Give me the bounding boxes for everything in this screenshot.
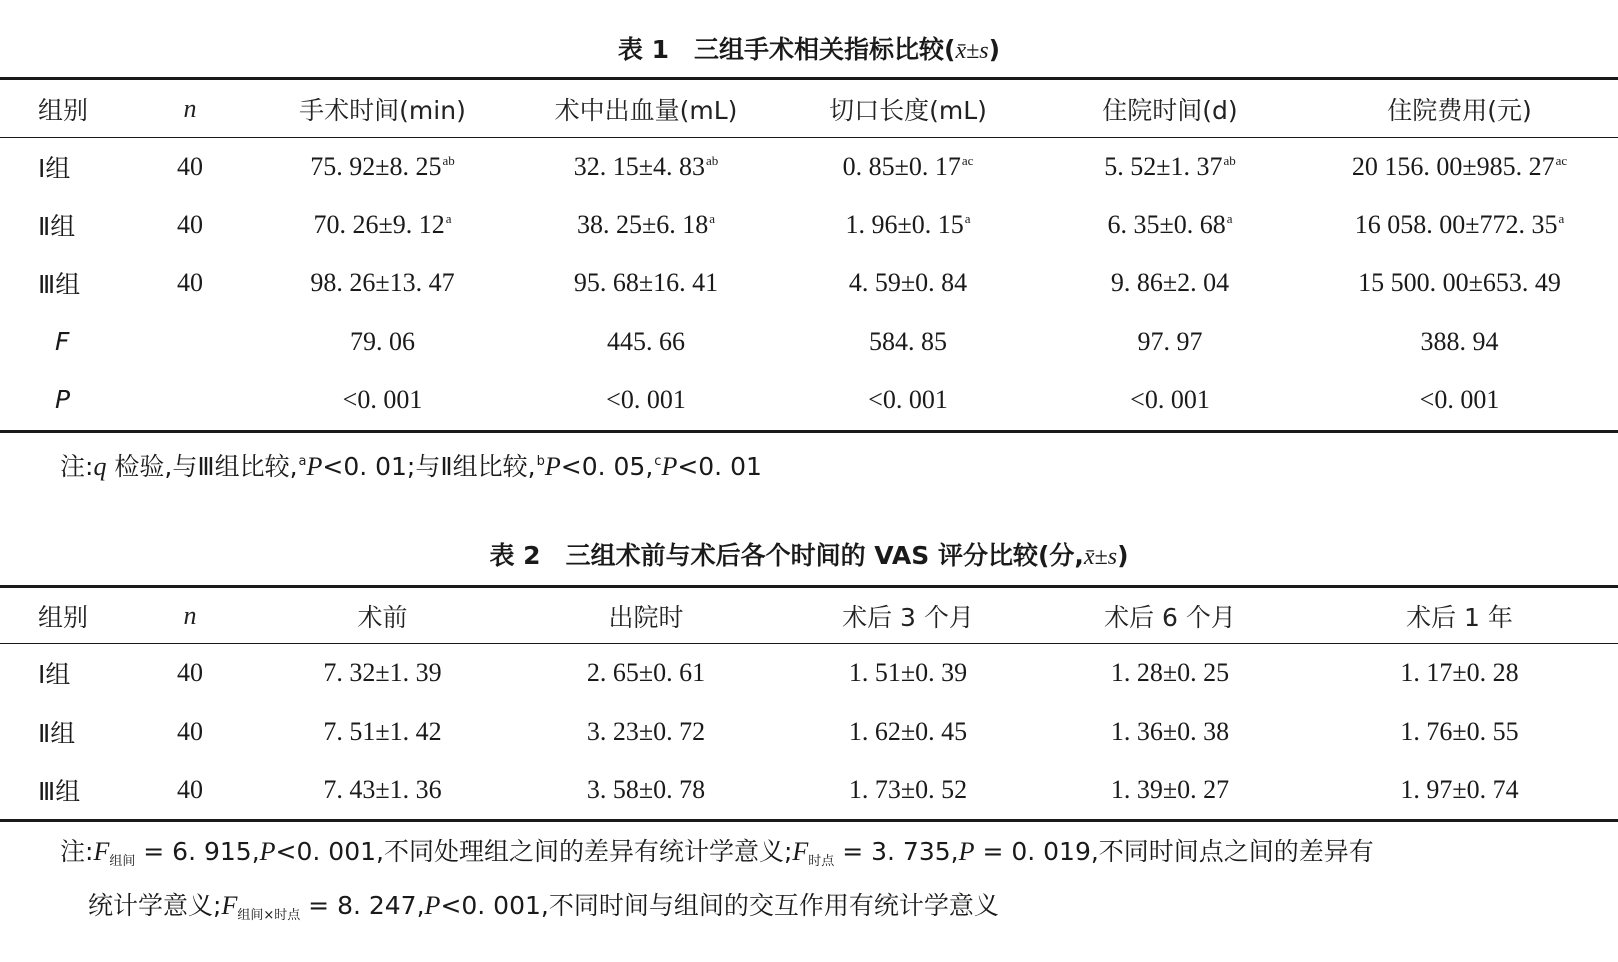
table1-header-blood-loss: 术中出血量(mL) [554, 95, 738, 125]
note-sup: c [654, 454, 662, 469]
note-text: 统计学意义; [88, 891, 222, 920]
note-text: = 3. 735, [834, 837, 959, 866]
stat-value: 97. 97 [1137, 326, 1203, 356]
table2-header-group: 组别 [38, 602, 89, 632]
table2-header-3m: 术后 3 个月 [842, 602, 974, 632]
table2-title-stat: x̄±s [1083, 544, 1118, 570]
empty-cell [130, 371, 250, 428]
table-cell [1301, 196, 1618, 254]
table1-caption [0, 30, 1618, 66]
table1-header-cost: 住院费用(元) [1387, 95, 1532, 125]
group-label: Ⅰ组 [38, 660, 71, 689]
table-cell: 7. 43±1. 36 [323, 775, 442, 804]
table-cell: 1. 36±0. 38 [1110, 717, 1230, 746]
table-cell: 1. 17±0. 28 [1400, 658, 1519, 687]
stat-value: <0. 001 [1419, 384, 1500, 414]
table2-note [60, 830, 1580, 938]
note-p: P [424, 891, 441, 920]
table2-header-n: n [183, 600, 197, 630]
note-sup: a [298, 454, 307, 469]
table1-bottom-rule [0, 430, 1618, 433]
note-text: <0. 05, [560, 452, 654, 481]
cell-superscript: a [709, 211, 716, 226]
table1-header-row [0, 80, 1618, 137]
table-row [0, 196, 1618, 254]
table-cell: 1. 39±0. 27 [1110, 775, 1230, 804]
table-cell: 95. 68±16. 41 [573, 268, 719, 297]
table1-header-incision: 切口长度(mL) [829, 95, 987, 125]
cell-superscript: ab [442, 152, 455, 168]
cell-value: 16 058. 00±772. 35 [1354, 210, 1558, 239]
cell-superscript: ac [961, 152, 974, 168]
note-sup: b [536, 454, 545, 469]
cell-superscript: ac [1555, 152, 1568, 168]
note-f: F [792, 837, 809, 866]
table2-header-6m: 术后 6 个月 [1104, 602, 1236, 632]
cell-superscript: ab [706, 152, 719, 168]
note-text: = 0. 019,不同时间点之间的差异有 [974, 837, 1374, 866]
table-cell: 1. 97±0. 74 [1400, 775, 1519, 804]
table1-header-op-time: 手术时间(min) [299, 95, 466, 125]
cell-value: 75. 92±8. 25 [310, 151, 442, 181]
table-cell [1039, 137, 1301, 196]
table1-header-stay: 住院时间(d) [1102, 95, 1238, 125]
stat-value: <0. 001 [1130, 384, 1210, 414]
table-cell [777, 196, 1039, 254]
table-cell [250, 137, 515, 196]
table-cell [1039, 196, 1301, 254]
table-cell: 7. 51±1. 42 [323, 717, 442, 746]
table-row [0, 643, 1618, 703]
cell-superscript: a [1226, 211, 1233, 226]
table1-title: 表 1 三组手术相关指标比较( [617, 35, 956, 64]
table2-header-preop: 术前 [357, 602, 408, 632]
note-sub: 时点 [808, 854, 835, 869]
table2-note-line1 [60, 830, 1580, 884]
note-text: 注: [60, 837, 94, 866]
stat-row-f [0, 312, 1618, 371]
table-cell: 3. 58±0. 78 [586, 775, 706, 804]
table2 [0, 588, 1618, 819]
table2-title-close: ) [1117, 541, 1129, 570]
table2-header-1y: 术后 1 年 [1406, 602, 1513, 632]
table1-header-n: n [183, 93, 197, 123]
note-text: = 8. 247, [300, 891, 425, 920]
table1 [0, 80, 1618, 428]
group-label: Ⅱ组 [38, 719, 76, 748]
table-cell: 15 500. 00±653. 49 [1358, 268, 1561, 297]
table-cell: 9. 86±2. 04 [1110, 268, 1230, 297]
table2-bottom-rule [0, 819, 1618, 822]
cell-value: 38. 25±6. 18 [576, 210, 709, 239]
cell-value: 32. 15±4. 83 [573, 151, 705, 181]
table-cell: 1. 73±0. 52 [848, 775, 968, 804]
stat-value: 79. 06 [350, 326, 415, 356]
note-f: F [93, 837, 110, 866]
cell-superscript: a [445, 211, 452, 226]
note-text: 检验,与Ⅲ组比较, [106, 452, 298, 481]
note-text: = 6. 915, [135, 837, 260, 866]
note-f: F [221, 891, 238, 920]
note-p: P [544, 452, 561, 481]
empty-cell [130, 312, 250, 371]
cell-value: 0. 85±0. 17 [842, 151, 961, 181]
cell-value: 5. 52±1. 37 [1104, 151, 1223, 181]
n-cell: 40 [177, 775, 203, 804]
table2-header-discharge: 出院时 [608, 602, 684, 632]
table1-title-stat: x̄±s [955, 38, 989, 64]
stat-value: <0. 001 [342, 384, 423, 414]
n-cell: 40 [177, 717, 203, 746]
table1-title-close: ) [988, 35, 1001, 64]
group-label: Ⅲ组 [38, 270, 81, 299]
note-text: <0. 001,不同处理组之间的差异有统计学意义; [275, 837, 793, 866]
table-cell [250, 196, 515, 254]
table-row [0, 137, 1618, 196]
table-cell: 1. 62±0. 45 [848, 717, 968, 746]
note-p: P [661, 452, 678, 481]
group-label: Ⅰ组 [38, 153, 71, 183]
table-cell: 7. 32±1. 39 [323, 658, 442, 687]
table-cell [1301, 137, 1618, 196]
group-label: Ⅱ组 [38, 212, 76, 241]
note-text: <0. 01;与Ⅱ组比较, [322, 452, 536, 481]
table-cell: 1. 51±0. 39 [848, 658, 968, 687]
note-text: <0. 001,不同时间与组间的交互作用有统计学意义 [440, 891, 999, 920]
table1-header-group: 组别 [38, 95, 89, 125]
n-cell: 40 [177, 268, 203, 297]
table-cell [777, 137, 1039, 196]
n-cell: 40 [177, 210, 203, 239]
table-cell: 1. 76±0. 55 [1400, 717, 1519, 746]
group-label: Ⅲ组 [38, 777, 81, 806]
cell-superscript: a [1558, 211, 1565, 226]
cell-superscript: a [964, 211, 971, 226]
note-text: 注: [60, 452, 94, 481]
table-cell: 2. 65±0. 61 [586, 658, 706, 687]
table-row [0, 761, 1618, 819]
table-row [0, 254, 1618, 312]
table1-note [60, 440, 1580, 489]
note-p: P [958, 837, 975, 866]
cell-value: 70. 26±9. 12 [313, 210, 445, 239]
table-cell [515, 137, 777, 196]
table2-header-row [0, 588, 1618, 643]
note-q: q [93, 452, 107, 481]
n-cell: 40 [177, 151, 203, 181]
stat-value: <0. 001 [868, 384, 948, 414]
table2-title: 表 2 三组术前与术后各个时间的 VAS 评分比较(分, [489, 541, 1084, 570]
stat-value: 445. 66 [607, 326, 685, 356]
table-cell [515, 196, 777, 254]
cell-value: 1. 96±0. 15 [845, 210, 964, 239]
table-cell: 4. 59±0. 84 [848, 268, 968, 297]
note-text: <0. 01 [677, 452, 762, 481]
table2-note-line2 [60, 884, 1580, 938]
stat-label: F [55, 327, 70, 356]
cell-superscript: ab [1223, 152, 1236, 168]
stat-value: 388. 94 [1420, 326, 1499, 356]
stat-label: P [55, 385, 71, 414]
table-row [0, 703, 1618, 761]
n-cell: 40 [177, 658, 203, 687]
note-p: P [259, 837, 276, 866]
note-sub: 组间×时点 [237, 908, 301, 923]
table-cell: 1. 28±0. 25 [1110, 658, 1230, 687]
cell-value: 6. 35±0. 68 [1107, 210, 1226, 239]
note-sub: 组间 [109, 854, 136, 869]
cell-value: 20 156. 00±985. 27 [1351, 151, 1555, 181]
table-cell: 98. 26±13. 47 [310, 268, 455, 297]
stat-value: <0. 001 [606, 384, 686, 414]
table2-caption [0, 536, 1618, 572]
stat-row-p [0, 371, 1618, 428]
note-p: P [306, 452, 323, 481]
table-cell: 3. 23±0. 72 [586, 717, 706, 746]
stat-value: 584. 85 [869, 326, 947, 356]
